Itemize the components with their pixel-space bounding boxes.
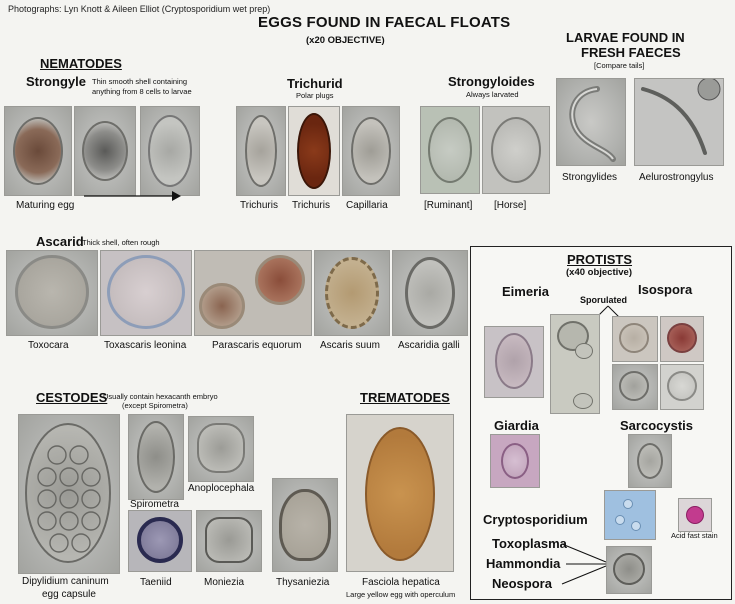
caption-thysaniezia: Thysaniezia (276, 577, 330, 588)
caption-anoplocephala: Anoplocephala (188, 483, 255, 494)
cryptosporidium-photo (604, 490, 656, 540)
caption-moniezia: Moniezia (204, 577, 245, 588)
fasciola-photo (346, 414, 454, 572)
taeniid-photo (128, 510, 192, 572)
caption-aelurostrongylus: Aelurostrongylus (639, 172, 714, 183)
toxascaris-photo (100, 250, 192, 336)
caption-maturing-egg: Maturing egg (16, 200, 75, 211)
isospora-photo-1 (612, 316, 658, 362)
isospora-photo-4 (660, 364, 704, 410)
aelurostrongylus-larva-photo (634, 78, 724, 166)
strongyloides-note: Always larvated (466, 90, 519, 99)
capillaria-photo (342, 106, 400, 196)
nematodes-heading: NEMATODES (40, 56, 122, 71)
dipylidium-photo (18, 414, 120, 574)
caption-trichuris-2: Trichuris (292, 200, 330, 211)
giardia-label: Giardia (494, 418, 539, 433)
trichuris-photo-1 (236, 106, 286, 196)
thysaniezia-photo (272, 478, 338, 572)
neospora-label: Neospora (492, 576, 552, 591)
caption-spirometra: Spirometra (130, 499, 179, 510)
caption-fasciola: Fasciola hepatica (362, 577, 440, 588)
toxocara-photo (6, 250, 98, 336)
isospora-photo-3 (612, 364, 658, 410)
ascaridia-photo (392, 250, 468, 336)
caption-dipylidium-line1: Dipylidium caninum (22, 576, 109, 587)
caption-ascaridia: Ascaridia galli (398, 340, 460, 351)
protists-objective: (x40 objective) (566, 267, 632, 278)
toxoplasma-pointer-lines (560, 540, 610, 586)
maturing-arrow (84, 190, 182, 202)
egg-cluster-sketch (19, 415, 119, 573)
caption-strongylides: Strongylides (562, 172, 618, 183)
strongyle-note-line1: Thin smooth shell containing (92, 77, 188, 86)
moniezia-photo (196, 510, 262, 572)
strongyloides-ruminant-photo (420, 106, 480, 194)
acid-fast-label: Acid fast stain (671, 531, 718, 540)
cestodes-note-line1: Usually contain hexacanth embryo (103, 392, 218, 401)
trichuris-photo-2 (288, 106, 340, 196)
fasciola-note: Large yellow egg with operculum (346, 590, 456, 599)
larvae-title-line2: FRESH FAECES (581, 45, 681, 60)
caption-taeniid: Taeniid (140, 577, 172, 588)
objective-note: (x20 OBJECTIVE) (306, 35, 385, 46)
toxoplasma-photo (606, 546, 652, 594)
caption-toxascaris: Toxascaris leonina (104, 340, 187, 351)
caption-capillaria: Capillaria (346, 200, 388, 211)
larvae-title-line1: LARVAE FOUND IN (566, 30, 685, 45)
anoplocephala-photo (188, 416, 254, 482)
isospora-photo-2 (660, 316, 704, 362)
sporulated-label: Sporulated (580, 295, 628, 305)
strongyloides-horse-photo (482, 106, 550, 194)
sarcocystis-photo (628, 434, 672, 488)
trematodes-heading: TREMATODES (360, 390, 450, 405)
caption-ascaris-suum: Ascaris suum (320, 340, 381, 351)
ascarid-label: Ascarid (36, 234, 84, 249)
parascaris-photo (194, 250, 312, 336)
larva-sketch (635, 79, 723, 165)
caption-ruminant: [Ruminant] (424, 200, 473, 211)
caption-horse: [Horse] (494, 200, 527, 211)
giardia-photo (490, 434, 540, 488)
cryptosporidium-label: Cryptosporidium (483, 512, 588, 527)
hammondia-label: Hammondia (486, 556, 561, 571)
strongyle-egg-photo-3 (140, 106, 200, 196)
trichurid-label: Trichurid (287, 76, 343, 91)
cestodes-note-line2: (except Spirometra) (122, 401, 188, 410)
ascaris-suum-photo (314, 250, 390, 336)
cestodes-heading: CESTODES (36, 390, 108, 405)
strongyloides-label: Strongyloides (448, 74, 535, 89)
strongyle-label: Strongyle (26, 74, 86, 89)
larvae-note: [Compare tails] (594, 61, 645, 70)
strongyle-egg-photo-1 (4, 106, 72, 196)
caption-trichuris-1: Trichuris (240, 200, 278, 211)
protists-heading: PROTISTS (567, 252, 633, 267)
caption-dipylidium-line2: egg capsule (42, 589, 96, 600)
eimeria-sporulated-photo (550, 314, 600, 414)
ascarid-note: Thick shell, often rough (82, 238, 160, 247)
page-title: EGGS FOUND IN FAECAL FLOATS (258, 14, 511, 31)
eimeria-photo (484, 326, 544, 398)
strongylides-larva-photo (556, 78, 626, 166)
larva-sketch (557, 79, 625, 165)
isospora-label: Isospora (638, 282, 693, 297)
caption-toxocara: Toxocara (28, 340, 69, 351)
spirometra-photo (128, 414, 184, 500)
acid-fast-photo (678, 498, 712, 532)
toxoplasma-label: Toxoplasma (492, 536, 567, 551)
strongyle-egg-photo-2 (74, 106, 136, 196)
caption-parascaris: Parascaris equorum (212, 340, 302, 351)
strongyle-note-line2: anything from 8 cells to larvae (92, 87, 192, 96)
eimeria-label: Eimeria (502, 284, 549, 299)
photo-credit: Photographs: Lyn Knott & Aileen Elliot (Cryptosporidium wet prep) (8, 4, 271, 14)
trichurid-note: Polar plugs (296, 91, 334, 100)
sarcocystis-label: Sarcocystis (620, 418, 693, 433)
